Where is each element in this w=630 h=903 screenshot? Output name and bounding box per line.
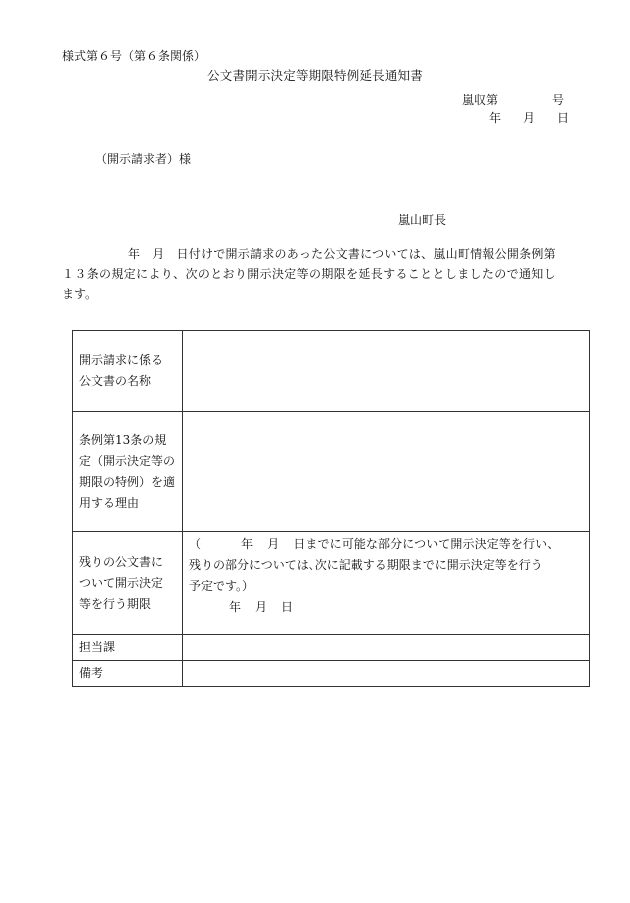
form-number-label: 様式第６号（第６条関係） <box>62 49 207 63</box>
reference-prefix: 嵐収第 <box>462 93 499 107</box>
table-row <box>73 661 590 687</box>
deadline-line1-rest: 日までに可能な部分について開示決定等を行い、 <box>293 537 560 551</box>
table-row <box>73 331 590 412</box>
body-line1-rest: 日付けで開示請求のあった公文書については、嵐山町情報公開条例第 <box>176 247 556 261</box>
deadline-line-2: 残りの部分については､次に記載する期限までに開示決定等を行う <box>189 558 543 572</box>
deadline-year: 年 <box>241 537 254 551</box>
remarks-label: 備考 <box>73 661 183 687</box>
document-name-label <box>73 331 183 412</box>
deadline-month: 月 <box>267 537 280 551</box>
body-month: 月 <box>152 247 165 261</box>
final-date-day: 日 <box>281 600 294 614</box>
final-date-month: 月 <box>255 600 268 614</box>
issue-date-month: 月 <box>523 111 536 125</box>
remaining-deadline-label-line: 残りの公文書に <box>79 554 164 569</box>
department-label: 担当課 <box>73 635 183 661</box>
department-value[interactable] <box>183 635 590 661</box>
remaining-deadline-value <box>183 532 590 635</box>
extension-reason-label-line: 用する理由 <box>79 495 140 510</box>
deadline-line-1 <box>189 534 583 555</box>
extension-reason-label <box>73 412 183 532</box>
document-name-value[interactable] <box>183 331 590 412</box>
remaining-deadline-label <box>73 532 183 635</box>
addressee: （開示請求者）様 <box>95 152 192 166</box>
notice-body-line-2: １３条の規定により、次のとおり開示決定等の期限を延長することとしましたので通知し <box>62 267 557 281</box>
notice-details-table <box>72 330 590 687</box>
deadline-line-3: 予定です。） <box>189 579 255 593</box>
issue-date-day: 日 <box>557 111 570 125</box>
sender-name: 嵐山町長 <box>398 213 447 227</box>
issue-date <box>489 112 569 124</box>
table-row <box>73 532 590 635</box>
extension-reason-label-line: 定（開示決定等の <box>79 453 176 468</box>
document-name-label-line: 公文書の名称 <box>79 374 152 388</box>
table-row <box>73 412 590 532</box>
extension-reason-value[interactable] <box>183 412 590 532</box>
remaining-deadline-label-line: ついて開示決定 <box>79 575 164 590</box>
issue-date-year: 年 <box>489 111 502 125</box>
notice-body-line-3: ます。 <box>62 287 98 301</box>
extension-reason-label-line: 条例第13条の規 <box>79 432 167 447</box>
final-date-year: 年 <box>229 600 242 614</box>
document-name-label-line: 開示請求に係る <box>79 353 164 367</box>
deadline-open-paren: （ <box>189 537 202 551</box>
reference-number <box>462 94 564 106</box>
reference-suffix: 号 <box>552 93 565 107</box>
extension-reason-label-line: 期限の特例）を適 <box>79 474 176 489</box>
remarks-value[interactable] <box>183 661 590 687</box>
table-row <box>73 635 590 661</box>
notice-body-line-1 <box>62 244 582 264</box>
remaining-deadline-label-line: 等を行う期限 <box>79 596 152 611</box>
deadline-final-date <box>189 597 583 618</box>
body-year: 年 <box>128 247 141 261</box>
document-title: 公文書開示決定等期限特例延長通知書 <box>207 68 423 83</box>
notice-body <box>62 244 582 304</box>
